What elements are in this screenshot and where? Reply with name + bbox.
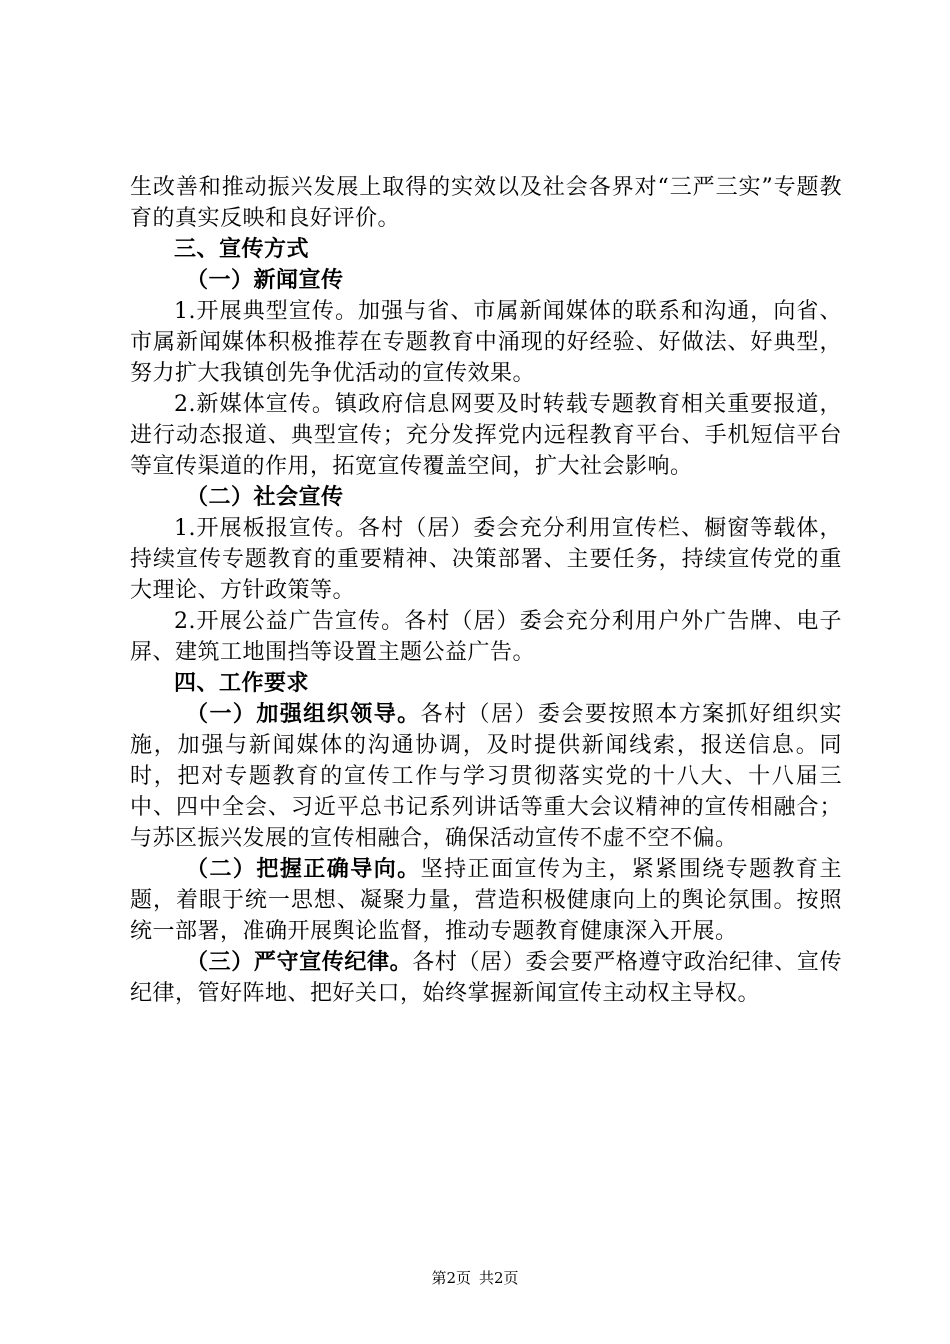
- requirement-1-lead: （一）加强组织领导。: [186, 702, 421, 727]
- document-body: [130, 172, 842, 1009]
- page-total: 共2页: [479, 1269, 519, 1287]
- section-heading-work-requirements: 四、工作要求: [174, 671, 310, 696]
- paragraph-requirement-1: [130, 699, 842, 854]
- page-footer: [0, 1268, 950, 1288]
- subsection-heading-news: （一）新闻宣传: [186, 268, 344, 293]
- section-heading-propaganda-methods: 三、宣传方式: [174, 237, 310, 262]
- paragraph-public-ads: 2.开展公益广告宣传。各村（居）委会充分利用户外广告牌、电子屏、建筑工地围挡等设置主题公益广告。: [130, 609, 842, 665]
- requirement-2-lead: （二）把握正确导向。: [186, 857, 421, 882]
- paragraph-new-media: 2.新媒体宣传。镇政府信息网要及时转载专题教育相关重要报道，进行动态报道、典型宣传；充分发挥党内远程教育平台、手机短信平台等宣传渠道的作用，拓宽宣传覆盖空间，扩大社会影响。: [130, 392, 842, 479]
- paragraph-requirement-3: [130, 947, 842, 1009]
- continuation-paragraph: 生改善和推动振兴发展上取得的实效以及社会各界对“三严三实”专题教育的真实反映和良好评价。: [130, 175, 842, 231]
- paragraph-requirement-2: [130, 854, 842, 947]
- requirement-2-text: 坚持正面宣传为主，紧紧围绕专题教育主题，着眼于统一思想、凝聚力量，营造积极健康向上的舆论氛围。按照统一部署，准确开展舆论监督，推动专题教育健康深入开展。: [130, 857, 842, 944]
- requirement-3-text: 各村（居）委会要严格遵守政治纪律、宣传纪律，管好阵地、把好关口，始终掌握新闻宣传主动权主导权。: [130, 950, 842, 1006]
- requirement-3-lead: （三）严守宣传纪律。: [186, 950, 413, 975]
- page-number: 第2页: [431, 1269, 471, 1287]
- requirement-1-text: 各村（居）委会要按照本方案抓好组织实施，加强与新闻媒体的沟通协调，及时提供新闻线索，报送信息。同时，把对专题教育的宣传工作与学习贯彻落实党的十八大、十八届三中、四中全会、习近平总书记系列讲话等重大会议精神的宣传相融合；与苏区振兴发展的宣传相融合，确保活动宣传不虚不空不偏。: [130, 702, 842, 851]
- subsection-heading-social: （二）社会宣传: [186, 485, 344, 510]
- paragraph-typical-propaganda: 1.开展典型宣传。加强与省、市属新闻媒体的联系和沟通，向省、市属新闻媒体积极推荐在专题教育中涌现的好经验、好做法、好典型，努力扩大我镇创先争优活动的宣传效果。: [130, 299, 842, 386]
- paragraph-blackboard: 1.开展板报宣传。各村（居）委会充分利用宣传栏、橱窗等载体，持续宣传专题教育的重要精神、决策部署、主要任务，持续宣传党的重大理论、方针政策等。: [130, 516, 842, 603]
